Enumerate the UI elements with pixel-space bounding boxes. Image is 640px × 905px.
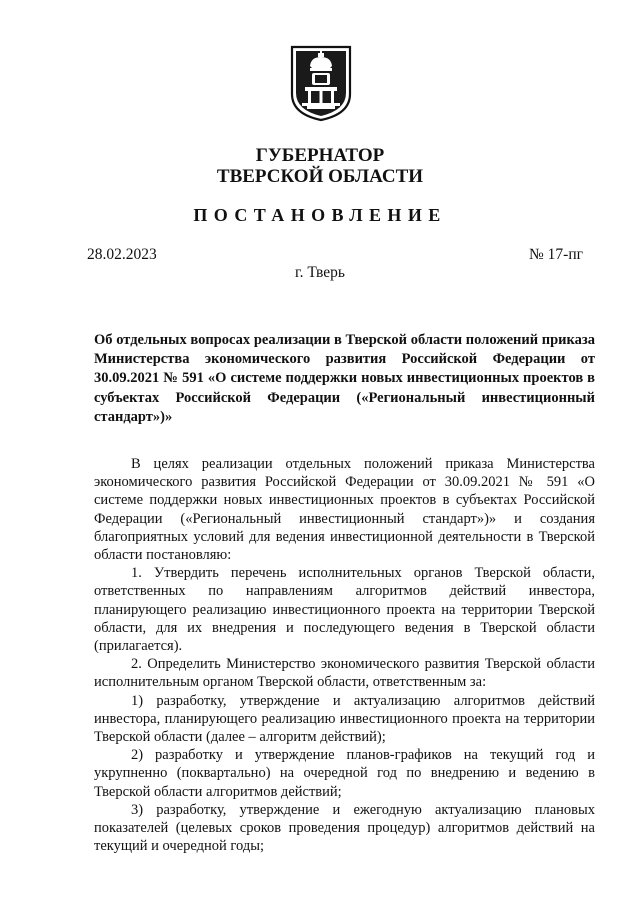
document-type: ПОСТАНОВЛЕНИЕ	[193, 205, 447, 225]
authority-title-line1: ГУБЕРНАТОР	[255, 145, 385, 166]
paragraph-item-2: 2. Определить Министерство экономического развития Тверской области исполнительным органом Тверской области, ответственным за:	[94, 656, 595, 691]
document-date: 28.02.2023	[87, 246, 157, 263]
paragraph-subitem-3: 3) разработку, утверждение и ежегодную актуализацию плановых показателей (целевых сроков проведения процедур) алгоритмов действий на текущий и очередной годы;	[94, 801, 595, 855]
paragraph-preamble: В целях реализации отдельных положений приказа Министерства экономического развития Российской Федерации от 30.09.2021 № 591 «О системе поддержки новых инвестиционных проектов в субъектах Российской Федерации («Региональный инвестиционный стандарт»)» и создания благоприятных условий для ведения инвестиционной деятельности в Тверской области постановляю:	[94, 456, 595, 564]
coat-of-arms-icon	[289, 44, 353, 122]
paragraph-subitem-1: 1) разработку, утверждение и актуализацию алгоритмов действий инвестора, планирующего реализацию инвестиционного проекта на территории Тверской области (далее – алгоритм действий);	[94, 692, 595, 746]
paragraph-item-1: 1. Утвердить перечень исполнительных органов Тверской области, ответственных по направлениям алгоритмов действий инвестора, планирующего реализацию инвестиционного проекта на территории Тверской области, для их внедрения и последующего ведения в Тверской области (прилагается).	[94, 565, 595, 655]
document-number: № 17-пг	[529, 246, 583, 263]
authority-title-line2: ТВЕРСКОЙ ОБЛАСТИ	[216, 166, 424, 187]
document-city: г. Тверь	[295, 264, 345, 281]
paragraph-subitem-2: 2) разработку и утверждение планов-графиков на текущий год и укрупненно (поквартально) на очередной год по внедрению и ведению в Тверской области алгоритмов действий;	[94, 747, 595, 800]
document-body	[94, 455, 595, 855]
document-heading: Об отдельных вопросах реализации в Тверской области положений приказа Министерства экономического развития Российской Федерации от 30.09.2021 № 591 «О системе поддержки новых инвестиционных проектов в субъектах Российской Федерации («Региональный инвестиционный стандарт»)»	[94, 332, 595, 425]
